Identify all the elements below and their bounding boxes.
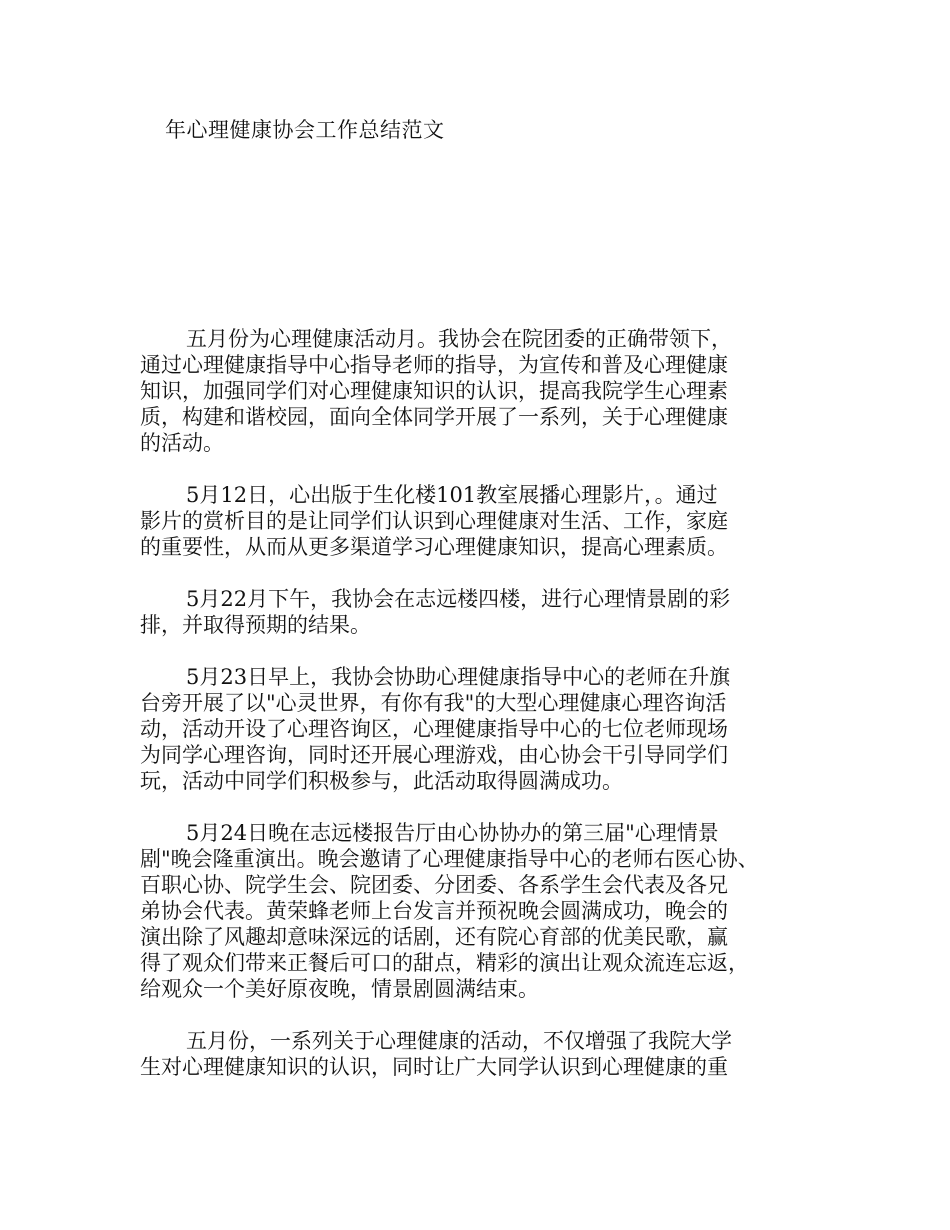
text-line: 弟协会代表。黄荣蜂老师上台发言并预祝晚会圆满成功，晚会的 [140, 899, 728, 923]
document-body [140, 326, 820, 1106]
text-line: 5月23日早上，我协会协助心理健康指导中心的老师在升旗 [186, 665, 731, 689]
text-line: 5月22月下午，我协会在志远楼四楼，进行心理情景剧的彩 [186, 587, 731, 611]
text-line: 五月份，一系列关于心理健康的活动，不仅增强了我院大学 [186, 1029, 732, 1053]
text-line: 影片的赏析目的是让同学们认识到心理健康对生活、工作，家庭 [140, 509, 728, 533]
paragraph [140, 1028, 820, 1080]
text-line: 五月份为心理健康活动月。我协会在院团委的正确带领下， [186, 327, 732, 351]
text-line: 通过心理健康指导中心指导老师的指导，为宣传和普及心理健康 [140, 353, 728, 377]
text-line: 演出除了风趣却意味深远的话剧，还有院心育部的优美民歌，赢 [140, 925, 728, 949]
text-line: 玩，活动中同学们积极参与，此活动取得圆满成功。 [140, 769, 623, 793]
text-line: 的重要性，从而从更多渠道学习心理健康知识，提高心理素质。 [140, 535, 728, 559]
text-line: 动，活动开设了心理咨询区，心理健康指导中心的七位老师现场 [140, 717, 728, 741]
text-line: 得了观众们带来正餐后可口的甜点，精彩的演出让观众流连忘返， [140, 951, 749, 975]
text-line: 给观众一个美好原夜晚，情景剧圆满结束。 [140, 977, 539, 1001]
paragraph [140, 482, 820, 560]
text-line: 质，构建和谐校园，面向全体同学开展了一系列，关于心理健康 [140, 405, 728, 429]
text-line: 剧"晚会隆重演出。晚会邀请了心理健康指导中心的老师右医心协、 [140, 847, 759, 871]
text-line: 台旁开展了以"心灵世界，有你有我"的大型心理健康心理咨询活 [140, 691, 727, 715]
text-line: 为同学心理咨询，同时还开展心理游戏，由心协会干引导同学们 [140, 743, 728, 767]
text-line: 知识，加强同学们对心理健康知识的认识，提高我院学生心理素 [140, 379, 728, 403]
paragraph [140, 820, 820, 1002]
document-title: 年心理健康协会工作总结范文 [165, 118, 445, 142]
text-line: 5月12日，心出版于生化楼101教室展播心理影片，。通过 [186, 483, 718, 507]
paragraph [140, 326, 820, 456]
text-line: 百职心协、院学生会、院团委、分团委、各系学生会代表及各兄 [140, 873, 728, 897]
paragraph [140, 664, 820, 794]
paragraph [140, 586, 820, 638]
text-line: 5月24日晚在志远楼报告厅由心协协办的第三届"心理情景 [186, 821, 719, 845]
text-line: 排，并取得预期的结果。 [140, 613, 371, 637]
text-line: 生对心理健康知识的认识，同时让广大同学认识到心理健康的重 [140, 1055, 728, 1079]
text-line: 的活动。 [140, 431, 224, 455]
